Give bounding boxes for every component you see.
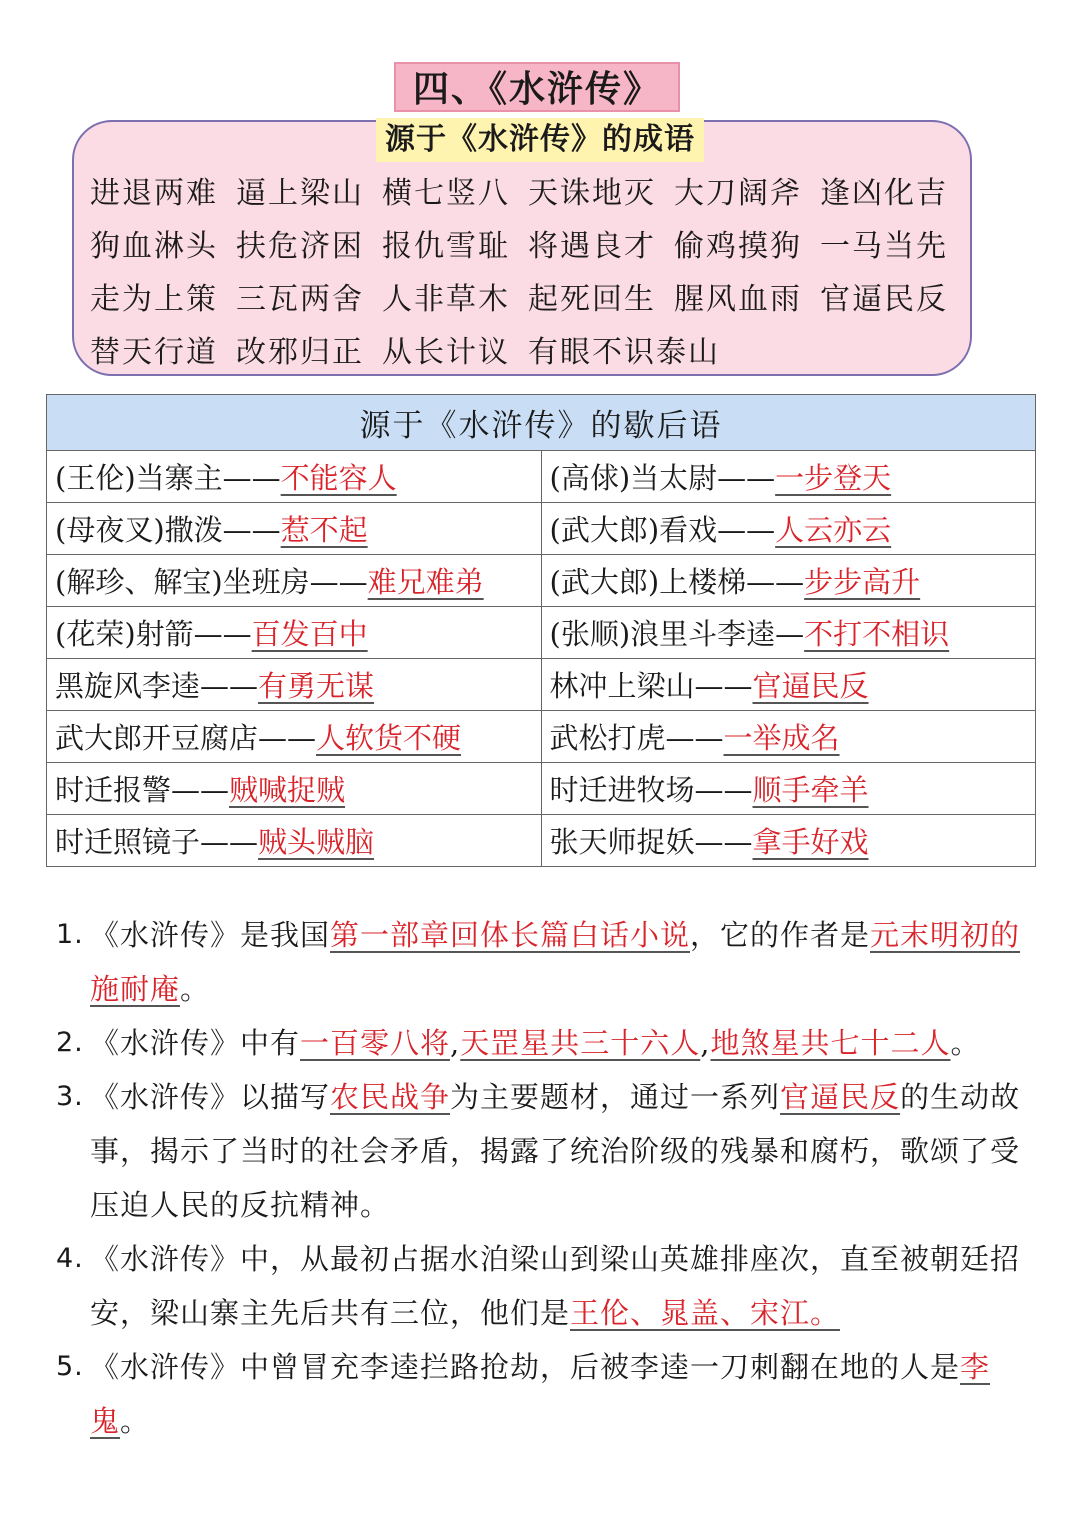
note-text: ，它的作者是 — [690, 918, 871, 952]
xiehouyu-riddle: 武大郎开豆腐店—— — [55, 721, 317, 755]
xiehouyu-table — [46, 394, 1036, 867]
table-row — [47, 555, 1036, 607]
note-text: 。 — [950, 1026, 981, 1060]
xiehouyu-answer: 不打不相识 — [804, 617, 950, 651]
xiehouyu-answer: 人云亦云 — [775, 513, 892, 547]
note-text: 为主要题材，通过一系列 — [450, 1080, 781, 1114]
xiehouyu-riddle: 张天师捉妖—— — [549, 825, 753, 859]
xiehouyu-cell — [541, 503, 1036, 555]
idiom-item: 大刀阔斧 — [674, 176, 802, 211]
xiehouyu-answer: 一步登天 — [775, 461, 892, 495]
note-item — [56, 1070, 1031, 1232]
xiehouyu-riddle: 时迁照镜子—— — [55, 825, 259, 859]
note-item — [56, 1232, 1031, 1340]
xiehouyu-riddle: (解珍、解宝)坐班房—— — [55, 565, 368, 599]
idiom-item: 人非草木 — [382, 282, 510, 317]
note-answer: 李鬼 — [90, 1350, 991, 1438]
note-number: 1. — [56, 919, 84, 950]
table-row — [47, 763, 1036, 815]
note-item — [56, 908, 1031, 1016]
idiom-item: 替天行道 — [90, 335, 218, 370]
xiehouyu-answer: 难兄难弟 — [367, 565, 484, 599]
note-number: 3. — [56, 1081, 84, 1112]
note-answer: 一百零八将 — [300, 1026, 451, 1060]
xiehouyu-cell — [47, 711, 542, 763]
idiom-item: 逢凶化吉 — [820, 176, 948, 211]
xiehouyu-cell — [47, 503, 542, 555]
xiehouyu-cell — [47, 763, 542, 815]
note-text: 《水浒传》中，从最初占据水泊梁山到梁山英雄排座次，直至被朝廷招安，梁山寨主先后共有三位，他们是 — [90, 1242, 1021, 1330]
xiehouyu-answer: 有勇无谋 — [258, 669, 375, 703]
idiom-item: 腥风血雨 — [674, 282, 802, 317]
note-answer: 农民战争 — [330, 1080, 451, 1114]
xiehouyu-cell — [541, 711, 1036, 763]
idiom-item: 逼上梁山 — [236, 176, 364, 211]
note-item — [56, 1340, 1031, 1448]
xiehouyu-riddle: (花荣)射箭—— — [55, 617, 252, 651]
idiom-item: 从长计议 — [382, 335, 510, 370]
xiehouyu-answer: 贼头贼脑 — [258, 825, 375, 859]
xiehouyu-cell — [541, 763, 1036, 815]
idiom-item: 横七竖八 — [382, 176, 510, 211]
xiehouyu-riddle: (母夜叉)撒泼—— — [55, 513, 281, 547]
note-answer: 地煞星共七十二人 — [710, 1026, 951, 1060]
table-row — [47, 607, 1036, 659]
page-title: 四、《水浒传》 — [394, 62, 680, 112]
note-text: 《水浒传》中曾冒充李逵拦路抢劫，后被李逵一刀刺翻在地的人是 — [90, 1350, 961, 1384]
note-item — [56, 1016, 1031, 1070]
xiehouyu-riddle: 武松打虎—— — [549, 721, 724, 755]
xiehouyu-riddle: (武大郎)看戏—— — [549, 513, 776, 547]
table-row — [47, 659, 1036, 711]
idiom-row — [90, 227, 966, 267]
note-text: 《水浒传》以描写 — [90, 1080, 331, 1114]
xiehouyu-answer: 百发百中 — [251, 617, 368, 651]
note-answer: 天罡星共三十六人 — [460, 1026, 701, 1060]
table-row — [47, 815, 1036, 867]
xiehouyu-heading: 源于《水浒传》的歇后语 — [47, 395, 1036, 451]
xiehouyu-cell — [47, 555, 542, 607]
xiehouyu-riddle: 时迁进牧场—— — [549, 773, 753, 807]
xiehouyu-answer: 人软货不硬 — [316, 721, 462, 755]
table-row — [47, 711, 1036, 763]
idiom-item: 扶危济困 — [236, 229, 364, 264]
xiehouyu-cell — [47, 659, 542, 711]
xiehouyu-riddle: (王伦)当寨主—— — [55, 461, 281, 495]
xiehouyu-riddle: (高俅)当太尉—— — [549, 461, 776, 495]
idiom-item: 狗血淋头 — [90, 229, 218, 264]
idiom-item: 改邪归正 — [236, 335, 364, 370]
table-row — [47, 503, 1036, 555]
xiehouyu-riddle: 黑旋风李逵—— — [55, 669, 259, 703]
notes-list — [56, 908, 1031, 1448]
idiom-item: 偷鸡摸狗 — [674, 229, 802, 264]
idiom-item: 三瓦两舍 — [236, 282, 364, 317]
idiom-item: 将遇良才 — [528, 229, 656, 264]
idiom-row — [90, 174, 966, 214]
note-answer: 官逼民反 — [780, 1080, 901, 1114]
xiehouyu-cell — [541, 555, 1036, 607]
xiehouyu-riddle: (张顺)浪里斗李逵— — [549, 617, 805, 651]
idiom-item: 进退两难 — [90, 176, 218, 211]
note-text: 《水浒传》是我国 — [90, 918, 331, 952]
note-number: 5. — [56, 1351, 84, 1382]
note-answer: 王伦、晁盖、宋江。 — [570, 1296, 841, 1330]
xiehouyu-answer: 步步高升 — [804, 565, 921, 599]
xiehouyu-answer: 官逼民反 — [752, 669, 869, 703]
note-text: 。 — [120, 1404, 151, 1438]
idiom-item: 起死回生 — [528, 282, 656, 317]
xiehouyu-cell — [541, 451, 1036, 503]
note-number: 4. — [56, 1243, 84, 1274]
idiom-row — [90, 280, 966, 320]
xiehouyu-riddle: 林冲上梁山—— — [549, 669, 753, 703]
note-text: , — [450, 1026, 461, 1060]
xiehouyu-riddle: (武大郎)上楼梯—— — [549, 565, 805, 599]
table-row — [47, 451, 1036, 503]
xiehouyu-answer: 贼喊捉贼 — [229, 773, 346, 807]
idiom-item: 报仇雪耻 — [382, 229, 510, 264]
idiom-item: 官逼民反 — [820, 282, 948, 317]
xiehouyu-answer: 拿手好戏 — [752, 825, 869, 859]
xiehouyu-cell — [541, 659, 1036, 711]
note-text: , — [700, 1026, 711, 1060]
idiom-row — [90, 333, 768, 373]
xiehouyu-cell — [47, 451, 542, 503]
note-text: 。 — [180, 972, 211, 1006]
xiehouyu-cell — [47, 815, 542, 867]
idiom-heading: 源于《水浒传》的成语 — [376, 118, 704, 162]
idiom-item: 天诛地灭 — [528, 176, 656, 211]
note-answer: 第一部章回体长篇白话小说 — [330, 918, 691, 952]
idiom-item: 走为上策 — [90, 282, 218, 317]
xiehouyu-cell — [47, 607, 542, 659]
xiehouyu-cell — [541, 607, 1036, 659]
idiom-item: 一马当先 — [820, 229, 948, 264]
xiehouyu-cell — [541, 815, 1036, 867]
note-number: 2. — [56, 1027, 84, 1058]
xiehouyu-riddle: 时迁报警—— — [55, 773, 230, 807]
xiehouyu-answer: 不能容人 — [280, 461, 397, 495]
xiehouyu-answer: 顺手牵羊 — [752, 773, 869, 807]
note-answer: 元末明初的施耐庵 — [90, 918, 1021, 1006]
idiom-item: 有眼不识泰山 — [528, 335, 720, 370]
note-text: 的生动故事，揭示了当时的社会矛盾，揭露了统治阶级的残暴和腐朽，歌颂了受压迫人民的反抗精神。 — [90, 1080, 1021, 1222]
note-text: 《水浒传》中有 — [90, 1026, 301, 1060]
xiehouyu-answer: 惹不起 — [280, 513, 368, 547]
xiehouyu-answer: 一举成名 — [723, 721, 840, 755]
